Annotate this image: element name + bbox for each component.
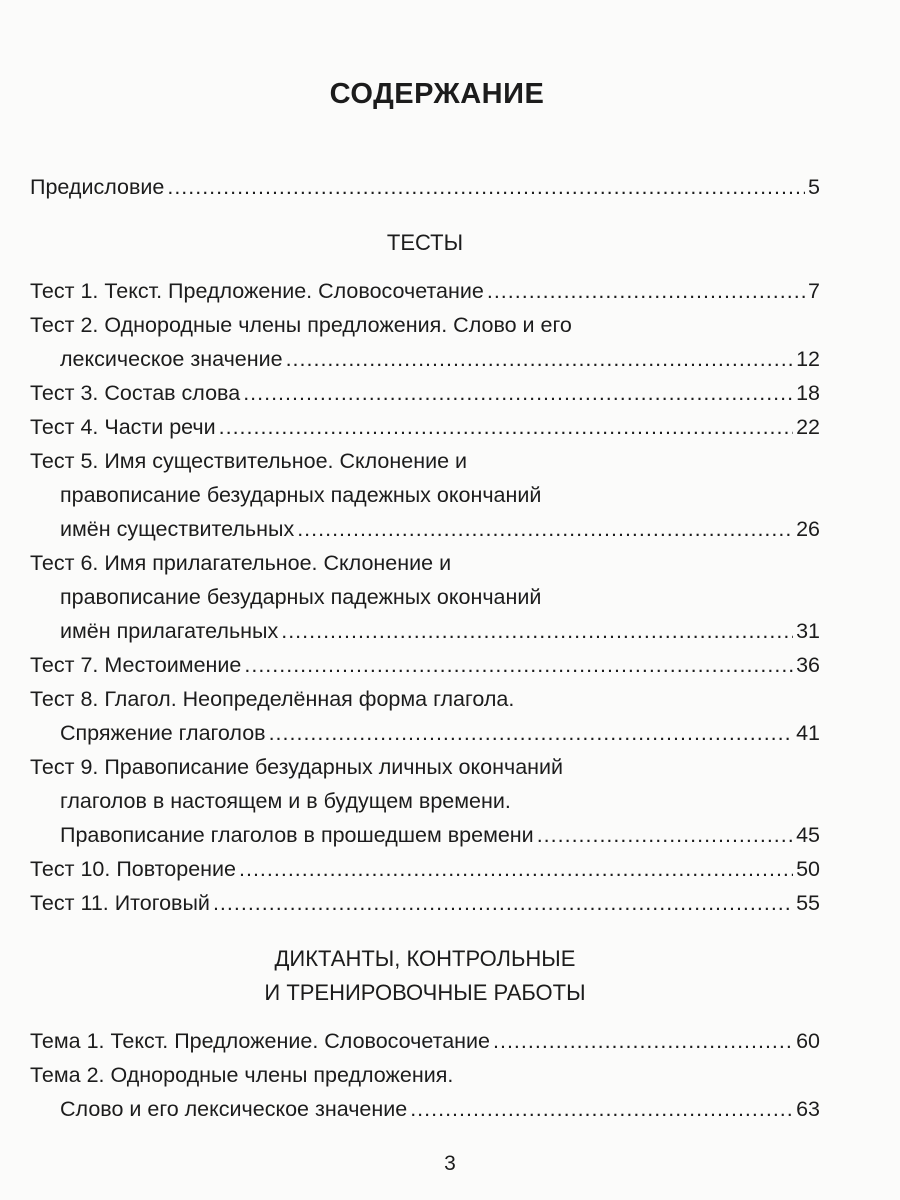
table-of-contents <box>30 170 820 1126</box>
dot-leader <box>281 614 793 648</box>
entry-page: 7 <box>808 279 820 303</box>
entry-text: Тест 1. Текст. Предложение. Словосочетание <box>30 279 484 303</box>
toc-entry[interactable] <box>30 750 820 852</box>
toc-line <box>30 274 820 308</box>
entry-text: Спряжение глаголов <box>60 721 266 745</box>
entry-text: Слово и его лексическое значение <box>60 1097 408 1121</box>
toc-line <box>30 410 820 444</box>
entry-text: Правописание глаголов в прошедшем времени <box>60 823 534 847</box>
entry-text: Тест 4. Части речи <box>30 415 216 439</box>
entry-text: Тест 11. Итоговый <box>30 891 210 915</box>
dot-leader <box>269 716 794 750</box>
entry-text: Тест 8. Глагол. Неопределённая форма глагола. <box>30 687 515 711</box>
dot-leader <box>243 376 793 410</box>
entry-page: 60 <box>796 1029 820 1053</box>
entry-text: Тест 6. Имя прилагательное. Склонение и <box>30 551 452 575</box>
dot-leader <box>286 342 794 376</box>
entry-text: лексическое значение <box>60 347 283 371</box>
toc-line <box>30 1024 820 1058</box>
tests-list <box>30 274 820 920</box>
toc-line <box>30 886 820 920</box>
toc-entry[interactable] <box>30 410 820 444</box>
toc-entry[interactable] <box>30 376 820 410</box>
section-heading-tests: ТЕСТЫ <box>386 230 464 255</box>
toc-line <box>30 750 820 784</box>
entry-text: имён существительных <box>60 517 295 541</box>
toc-line <box>30 308 820 342</box>
toc-entry[interactable] <box>30 444 820 546</box>
entry-page: 12 <box>796 347 820 371</box>
toc-line <box>30 478 820 512</box>
toc-line <box>30 648 820 682</box>
entry-page: 5 <box>808 175 820 199</box>
dot-leader <box>410 1092 793 1126</box>
entry-text: Предисловие <box>30 175 165 199</box>
dot-leader <box>239 852 793 886</box>
entry-page: 41 <box>796 721 820 745</box>
dot-leader <box>487 274 805 308</box>
toc-line <box>30 376 820 410</box>
toc-line <box>30 546 820 580</box>
topics-list <box>30 1024 820 1126</box>
toc-line <box>30 342 820 376</box>
section-heading-dictations-1: ДИКТАНТЫ, КОНТРОЛЬНЫЕ <box>274 946 576 971</box>
toc-line <box>30 580 820 614</box>
section-heading-dictations-2: И ТРЕНИРОВОЧНЫЕ РАБОТЫ <box>264 980 586 1005</box>
page-title: СОДЕРЖАНИЕ <box>329 78 545 110</box>
entry-page: 18 <box>796 381 820 405</box>
toc-line <box>30 716 820 750</box>
entry-text: Тема 1. Текст. Предложение. Словосочетание <box>30 1029 490 1053</box>
dot-leader <box>213 886 793 920</box>
dot-leader <box>244 648 793 682</box>
entry-page: 55 <box>796 891 820 915</box>
toc-line <box>30 818 820 852</box>
entry-text: Тест 5. Имя существительное. Склонение и <box>30 449 468 473</box>
toc-entry[interactable] <box>30 1024 820 1058</box>
toc-entry[interactable] <box>30 852 820 886</box>
entry-text: Тест 3. Состав слова <box>30 381 241 405</box>
entry-page: 50 <box>796 857 820 881</box>
entry-page: 22 <box>796 415 820 439</box>
entry-text: правописание безударных падежных окончаний <box>60 483 542 507</box>
entry-page: 36 <box>796 653 820 677</box>
entry-text: Тест 10. Повторение <box>30 857 236 881</box>
entry-text: глаголов в настоящем и в будущем времени. <box>60 789 511 813</box>
toc-line <box>30 512 820 546</box>
entry-text: имён прилагательных <box>60 619 279 643</box>
entry-text: Тест 7. Местоимение <box>30 653 242 677</box>
toc-entry[interactable] <box>30 682 820 750</box>
dot-leader <box>493 1024 793 1058</box>
entry-text: правописание безударных падежных окончаний <box>60 585 542 609</box>
toc-entry[interactable] <box>30 308 820 376</box>
toc-entry[interactable] <box>30 886 820 920</box>
toc-line <box>30 444 820 478</box>
toc-entry-preface[interactable] <box>30 170 820 204</box>
toc-entry[interactable] <box>30 546 820 648</box>
entry-text: Тест 2. Однородные члены предложения. Слово и его <box>30 313 572 337</box>
toc-entry[interactable] <box>30 1058 820 1126</box>
entry-page: 63 <box>796 1097 820 1121</box>
entry-text: Тест 9. Правописание безударных личных окончаний <box>30 755 564 779</box>
entry-page: 26 <box>796 517 820 541</box>
toc-entry[interactable] <box>30 648 820 682</box>
entry-page: 45 <box>796 823 820 847</box>
toc-line <box>30 784 820 818</box>
toc-line <box>30 682 820 716</box>
dot-leader <box>219 410 793 444</box>
dot-leader <box>537 818 793 852</box>
page-number: 3 <box>444 1152 456 1175</box>
toc-line <box>30 1092 820 1126</box>
toc-line <box>30 614 820 648</box>
toc-line <box>30 1058 820 1092</box>
toc-line <box>30 852 820 886</box>
entry-page: 31 <box>796 619 820 643</box>
dot-leader <box>297 512 793 546</box>
toc-entry[interactable] <box>30 274 820 308</box>
entry-text: Тема 2. Однородные члены предложения. <box>30 1063 454 1087</box>
dot-leader <box>167 170 805 204</box>
